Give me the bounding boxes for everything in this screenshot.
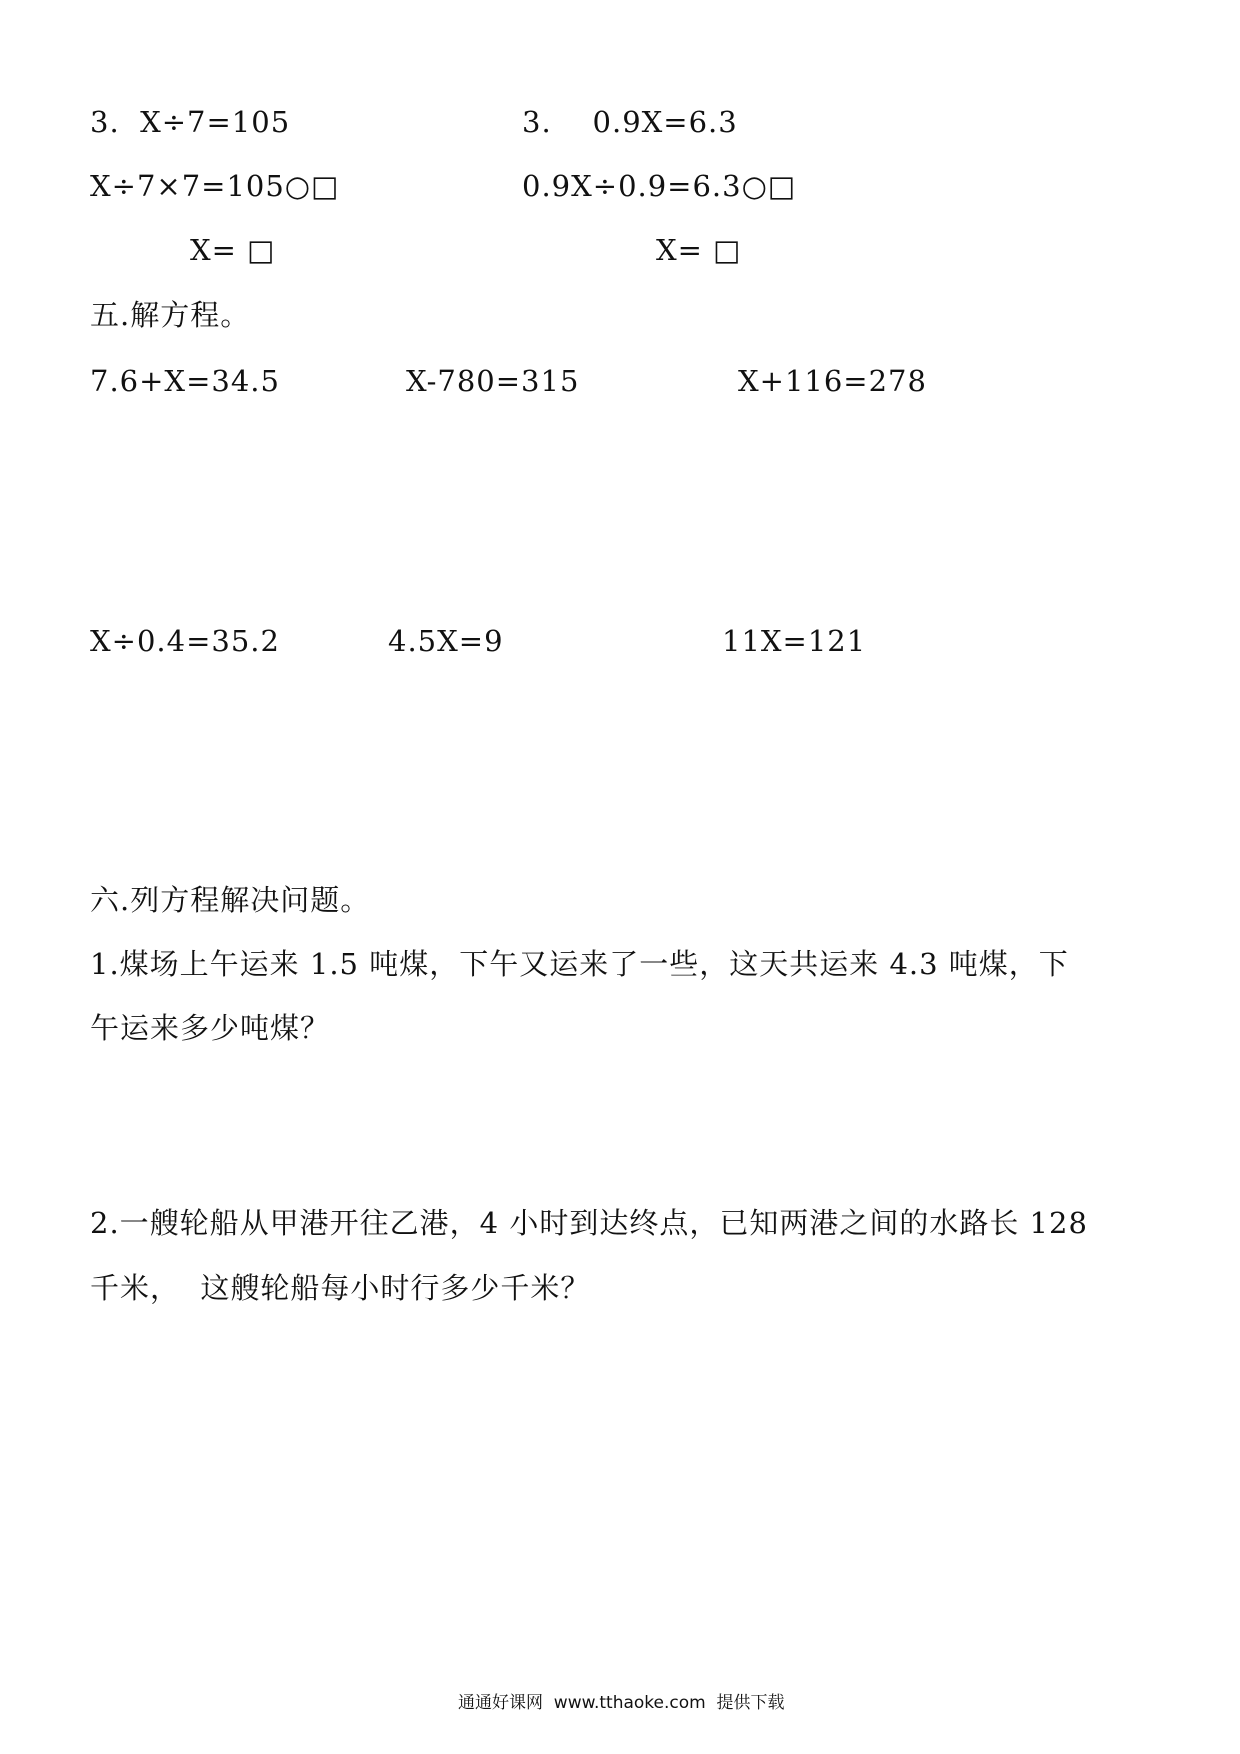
example-left-line1: 3. X÷7=105	[90, 105, 291, 139]
section5-title: 五.解方程。	[90, 298, 251, 332]
question2-line1: 2.一艘轮船从甲港开往乙港，4 小时到达终点，已知两港之间的水路长 128	[90, 1206, 1088, 1240]
equation-5: 4.5X=9	[388, 624, 504, 658]
example-left-line3: X= □	[190, 233, 276, 267]
question1-line2: 午运来多少吨煤？	[90, 1011, 331, 1045]
example-left-line2: X÷7×7=105○□	[90, 169, 340, 203]
equation-4: X÷0.4=35.2	[90, 624, 280, 658]
equation-2: X-780=315	[406, 364, 580, 398]
equation-6: 11X=121	[722, 624, 867, 658]
section6-title: 六.列方程解决问题。	[90, 883, 371, 917]
equation-3: X+116=278	[738, 364, 927, 398]
example-right-line3: X= □	[656, 233, 742, 267]
footer-credit: 通通好课网 www.tthaoke.com 提供下载	[458, 1693, 785, 1713]
equation-1: 7.6+X=34.5	[90, 364, 280, 398]
question2-line2: 千米， 这艘轮船每小时行多少千米？	[90, 1271, 591, 1305]
question1-line1: 1.煤场上午运来 1.5 吨煤，下午又运来了一些，这天共运来 4.3 吨煤，下	[90, 947, 1069, 981]
example-right-line1: 3. 0.9X=6.3	[522, 105, 738, 139]
example-right-line2: 0.9X÷0.9=6.3○□	[522, 169, 797, 203]
